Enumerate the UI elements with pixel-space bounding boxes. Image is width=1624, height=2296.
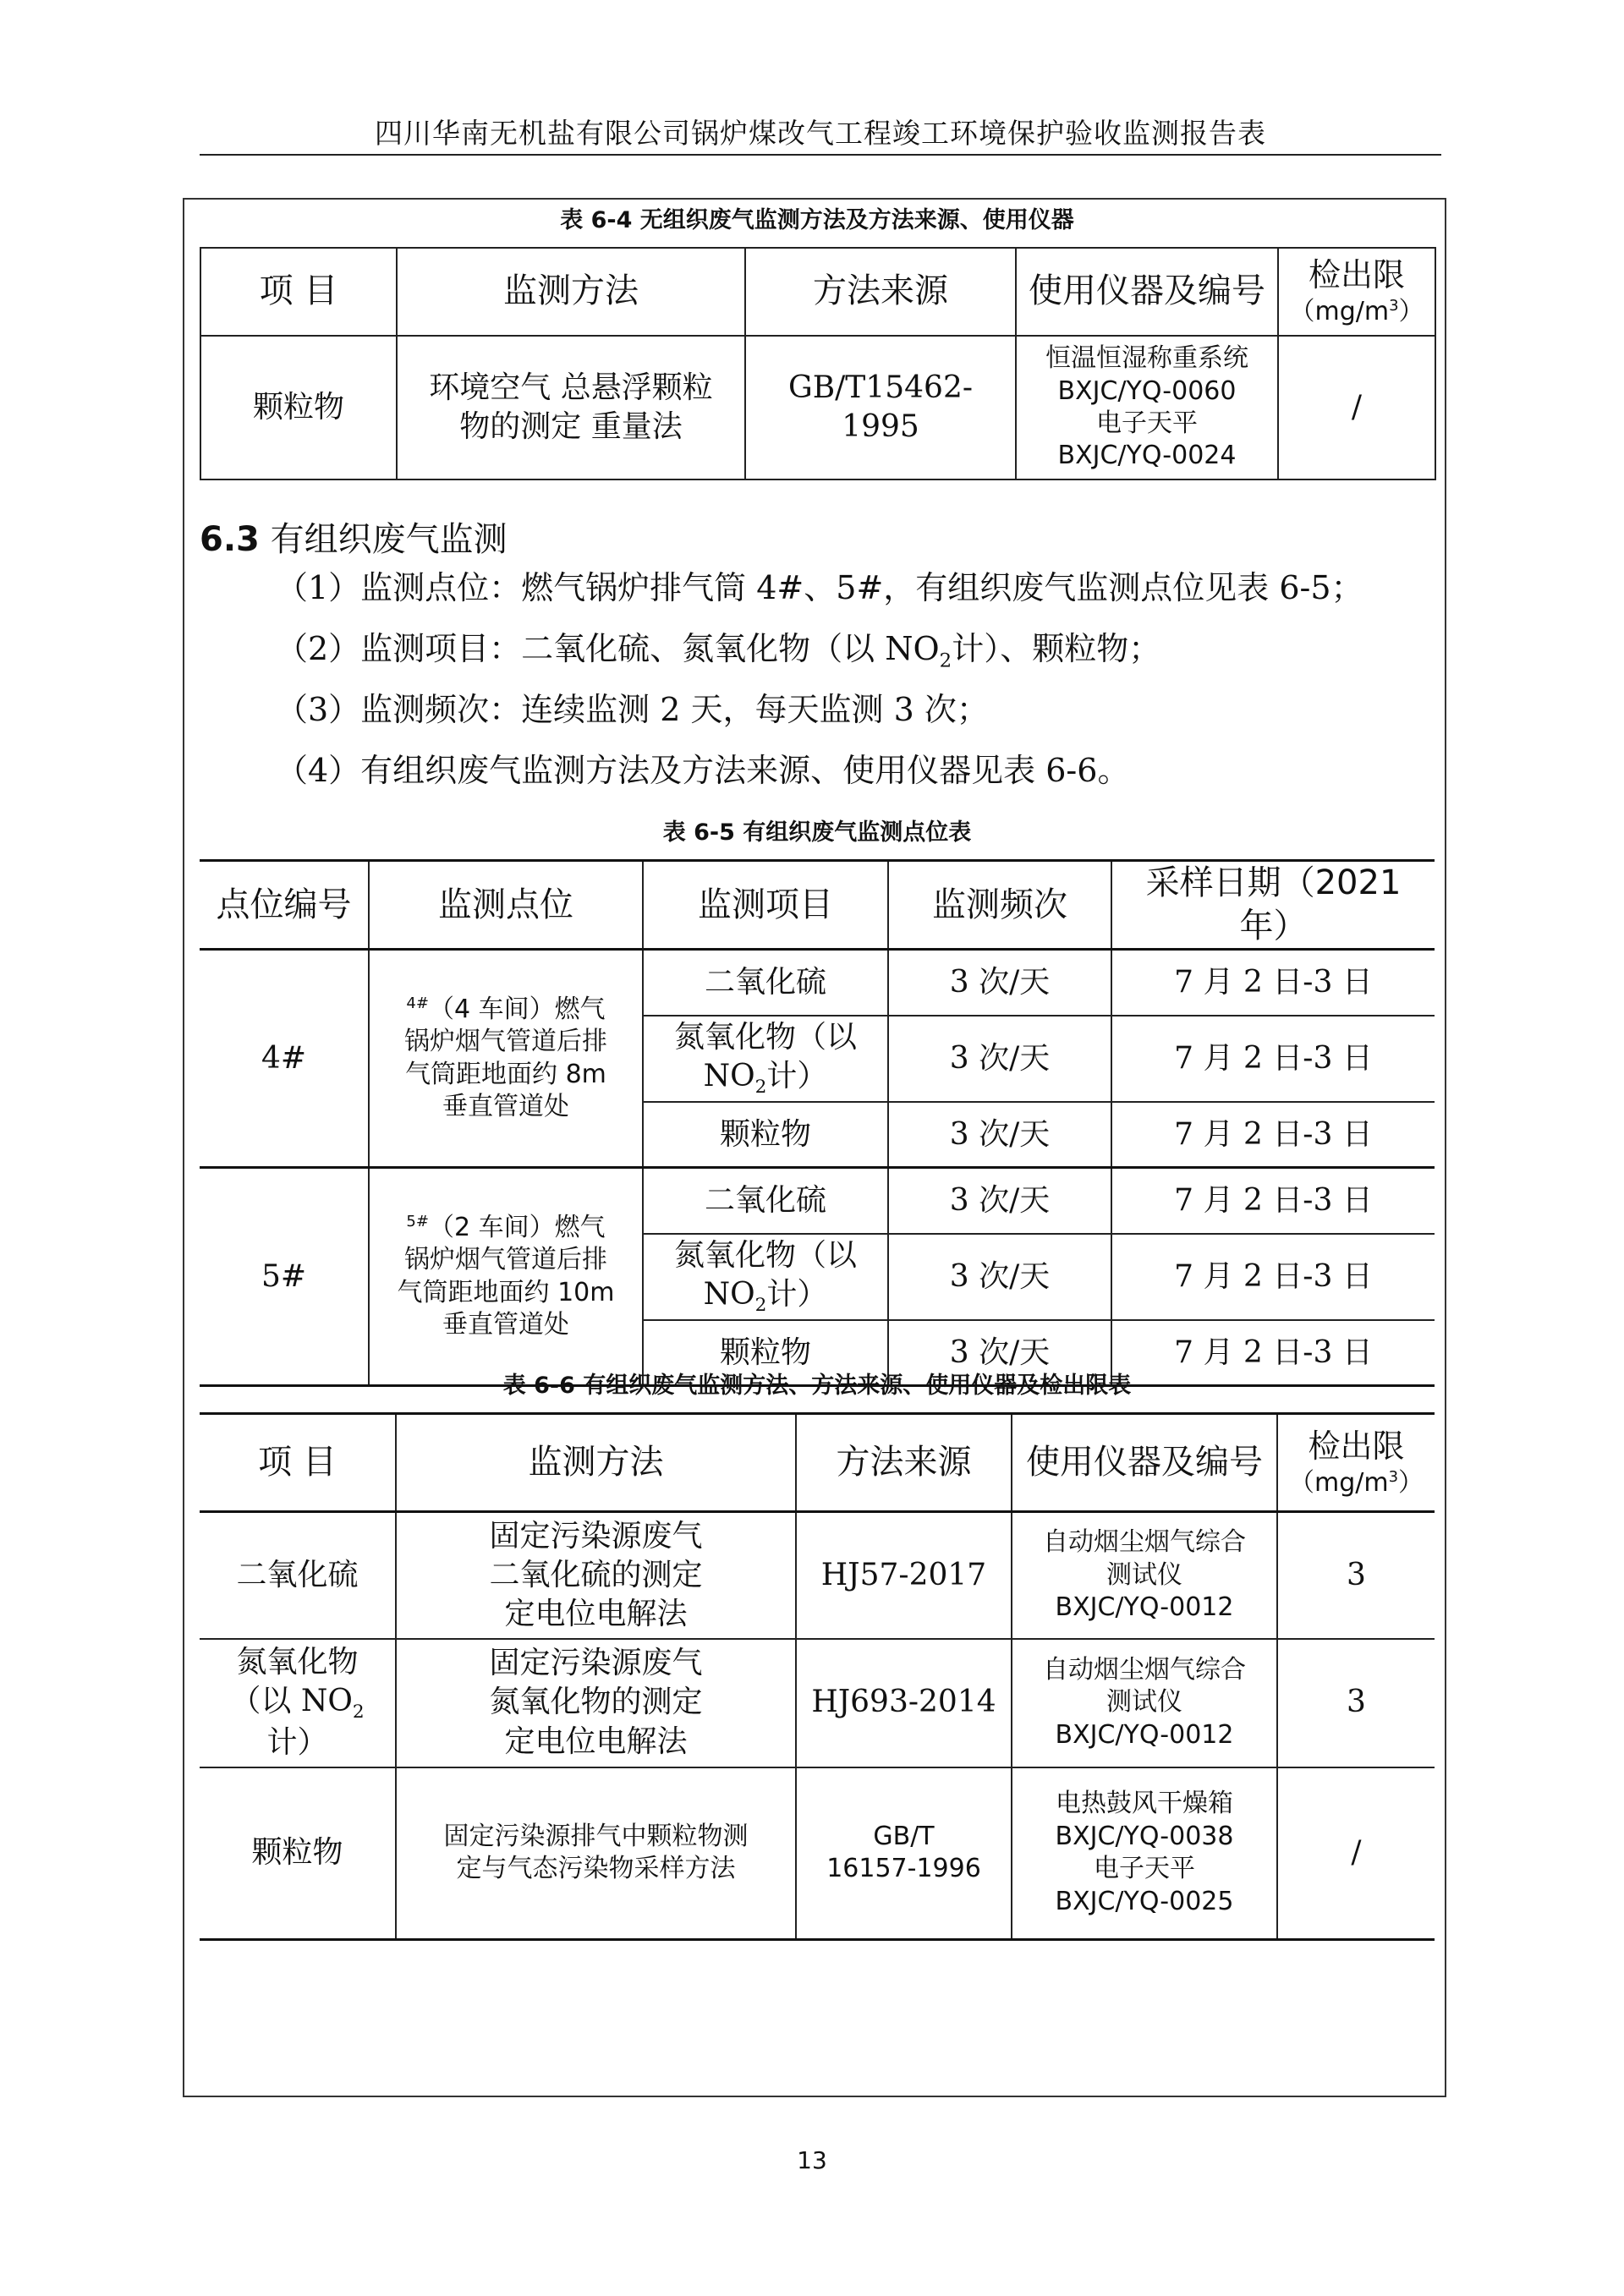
cell-point-id: 4# [200,950,369,1168]
instrument-line: 自动烟尘烟气综合 [1043,1654,1246,1685]
method-line: 物的测定 重量法 [459,409,683,444]
instrument-line: 测试仪 [1106,1687,1182,1718]
item-post: 计） [766,1059,828,1093]
cell-frequency: 3 次/天 [888,1102,1111,1168]
item-pre: （以 NO [230,1683,353,1718]
table-6-4-caption: 表 6-4 无组织废气监测方法及方法来源、使用仪器 [560,207,1074,233]
table-6-4 [200,247,1436,480]
item-sub: 2 [352,1701,365,1723]
location-line: 气筒距地面约 10m [397,1277,615,1307]
item-post: 计） [766,1277,828,1312]
table-6-6-caption: 表 6-6 有组织废气监测方法、方法来源、使用仪器及检出限表 [502,1373,1132,1399]
cell-instrument [1016,336,1278,479]
loc-text: （2 车间）燃气 [428,1213,606,1243]
item-line: 氮氧化物（以 [673,1019,857,1055]
section-number: 6.3 [200,520,260,559]
instrument-line: 自动烟尘烟气综合 [1043,1527,1246,1558]
cell-date: 7 月 2 日-3 日 [1111,1016,1435,1102]
cell-method [396,1639,796,1767]
method-line: 定电位电解法 [504,1596,688,1631]
header-source: 方法来源 [745,248,1016,336]
cell-instrument [1012,1767,1277,1940]
instrument-line: 电子天平 [1096,408,1198,438]
instrument-line: BXJC/YQ-0024 [1057,441,1237,471]
cell-source [796,1767,1012,1940]
table-row [200,1767,1435,1940]
header-date: 采样日期（2021 年） [1111,861,1435,950]
p2-text: （2）监测项目：二氧化硫、氮氧化物（以 NO [276,630,940,667]
cell-frequency: 3 次/天 [888,1234,1111,1320]
header-location: 监测点位 [369,861,643,950]
cell-item: 颗粒物 [643,1320,888,1386]
location-line [375,1212,637,1244]
cell-item: 颗粒物 [200,1767,396,1940]
instrument-line: BXJC/YQ-0012 [1055,1592,1234,1622]
location-line: 锅炉烟气管道后排 [404,1245,607,1275]
method-line: 固定污染源废气 [489,1646,703,1681]
cell-date: 7 月 2 日-3 日 [1111,1168,1435,1234]
location-line: 锅炉烟气管道后排 [404,1027,607,1057]
header-limit [1277,1414,1435,1512]
header-frequency: 监测频次 [888,861,1111,950]
p2-sub: 2 [939,649,952,672]
source-line: GB/T [873,1821,935,1851]
unit-sup: 3 [1389,297,1399,315]
item-no: NO [703,1277,755,1312]
table-row [200,1639,1435,1767]
method-line: 固定污染源排气中颗粒物测 [443,1821,749,1851]
paragraph-1: （1）监测点位：燃气锅炉排气筒 4#、5#，有组织废气监测点位见表 6-5； [276,569,1363,606]
report-header: 四川华南无机盐有限公司锅炉煤改气工程竣工环境保护验收监测报告表 [375,117,1266,150]
instrument-line: BXJC/YQ-0012 [1055,1719,1234,1750]
loc-num: 5 [406,1213,416,1231]
cell-date: 7 月 2 日-3 日 [1111,1102,1435,1168]
header-limit [1278,248,1435,336]
loc-mark: # [415,995,429,1013]
cell-method [396,1767,796,1940]
table-row [200,1168,1435,1234]
cell-point-id: 5# [200,1168,369,1386]
cell-instrument [1012,1512,1277,1639]
header-limit-label: 检出限 [1308,256,1405,294]
header-limit-label: 检出限 [1308,1427,1405,1465]
paragraph-2 [276,622,1160,672]
item-line: 氮氧化物 [236,1644,359,1680]
header-limit-unit [1283,1467,1429,1499]
table-row [200,1512,1435,1639]
cell-date: 7 月 2 日-3 日 [1111,1234,1435,1320]
cell-limit: 3 [1277,1512,1435,1639]
cell-source: GB/T15462-1995 [745,336,1016,479]
cell-date: 7 月 2 日-3 日 [1111,950,1435,1016]
header-method: 监测方法 [396,1414,796,1512]
instrument-line: 测试仪 [1106,1559,1182,1590]
paragraph-4: （4）有组织废气监测方法及方法来源、使用仪器见表 6-6。 [276,752,1130,789]
location-line [375,994,637,1026]
cell-instrument [1012,1639,1277,1767]
location-line: 垂直管道处 [442,1310,569,1340]
instrument-line: 恒温恒湿称重系统 [1045,343,1248,374]
item-line: 氮氧化物（以 [673,1237,857,1273]
cell-item: 二氧化硫 [643,1168,888,1234]
section-title [200,512,508,561]
cell-item: 颗粒物 [643,1102,888,1168]
section-title-text: 有组织废气监测 [270,520,508,559]
header-source: 方法来源 [796,1414,1012,1512]
table-6-5-caption: 表 6-5 有组织废气监测点位表 [662,819,972,846]
p2-text: 计）、颗粒物； [952,630,1161,667]
header-point-id: 点位编号 [200,861,369,950]
header-limit-unit [1284,296,1429,328]
cell-item: 颗粒物 [200,336,397,479]
cell-item [643,1234,888,1320]
item-sub: 2 [754,1077,767,1099]
unit-sup: 3 [1388,1467,1399,1486]
cell-limit: 3 [1277,1639,1435,1767]
instrument-line: BXJC/YQ-0025 [1055,1886,1234,1916]
loc-num: 4 [406,995,416,1013]
cell-source: HJ57-2017 [796,1512,1012,1639]
item-line [649,1057,882,1099]
item-post: 计） [266,1725,328,1761]
cell-frequency: 3 次/天 [888,1168,1111,1234]
table-row [200,336,1435,479]
cell-source: HJ693-2014 [796,1639,1012,1767]
instrument-line: BXJC/YQ-0060 [1057,375,1237,406]
loc-mark: # [415,1213,429,1231]
paragraph-3: （3）监测频次：连续监测 2 天，每天监测 3 次； [276,691,989,728]
cell-limit: / [1278,336,1435,479]
loc-text: （4 车间）燃气 [428,995,606,1025]
source-line: 16157-1996 [826,1854,981,1884]
location-line: 垂直管道处 [442,1092,569,1122]
header-rule [200,154,1441,156]
item-sub: 2 [754,1295,767,1317]
cell-frequency: 3 次/天 [888,950,1111,1016]
cell-method [396,1512,796,1639]
cell-frequency: 3 次/天 [888,1016,1111,1102]
cell-item [200,1639,396,1767]
header-method: 监测方法 [397,248,745,336]
cell-item: 二氧化硫 [643,950,888,1016]
table-6-5 [200,859,1435,1387]
unit-text: （mg/m [1288,1467,1389,1498]
table-6-6 [200,1412,1435,1941]
instrument-line: BXJC/YQ-0038 [1055,1821,1234,1851]
instrument-line: 电子天平 [1094,1854,1195,1884]
table-header-row [200,861,1435,950]
header-item: 项 目 [200,1414,396,1512]
cell-location [369,950,643,1168]
table-header-row [200,1414,1435,1512]
cell-date: 7 月 2 日-3 日 [1111,1320,1435,1386]
item-line [649,1275,882,1318]
header-item: 项 目 [200,248,397,336]
table-header-row [200,248,1435,336]
method-line: 定与气态污染物采样方法 [456,1854,736,1884]
cell-item: 二氧化硫 [200,1512,396,1639]
method-line: 氮氧化物的测定 [489,1685,703,1720]
cell-item [643,1016,888,1102]
unit-text: （mg/m [1289,297,1390,327]
table-row [200,950,1435,1016]
unit-close: ） [1398,297,1424,327]
header-instrument: 使用仪器及编号 [1016,248,1278,336]
method-line: 定电位电解法 [504,1723,688,1759]
method-line: 固定污染源废气 [489,1518,703,1553]
cell-location [369,1168,643,1386]
cell-limit: / [1277,1767,1435,1940]
item-no: NO [703,1059,755,1093]
header-instrument: 使用仪器及编号 [1012,1414,1277,1512]
unit-close: ） [1398,1467,1424,1498]
item-line [205,1682,390,1763]
header-item: 监测项目 [643,861,888,950]
location-line: 气筒距地面约 8m [405,1059,606,1089]
cell-frequency: 3 次/天 [888,1320,1111,1386]
method-line: 环境空气 总悬浮颗粒 [429,370,713,405]
method-line: 二氧化硫的测定 [489,1557,703,1592]
page-number: 13 [797,2146,827,2174]
instrument-line: 电热鼓风干燥箱 [1056,1789,1233,1819]
cell-method [397,336,745,479]
